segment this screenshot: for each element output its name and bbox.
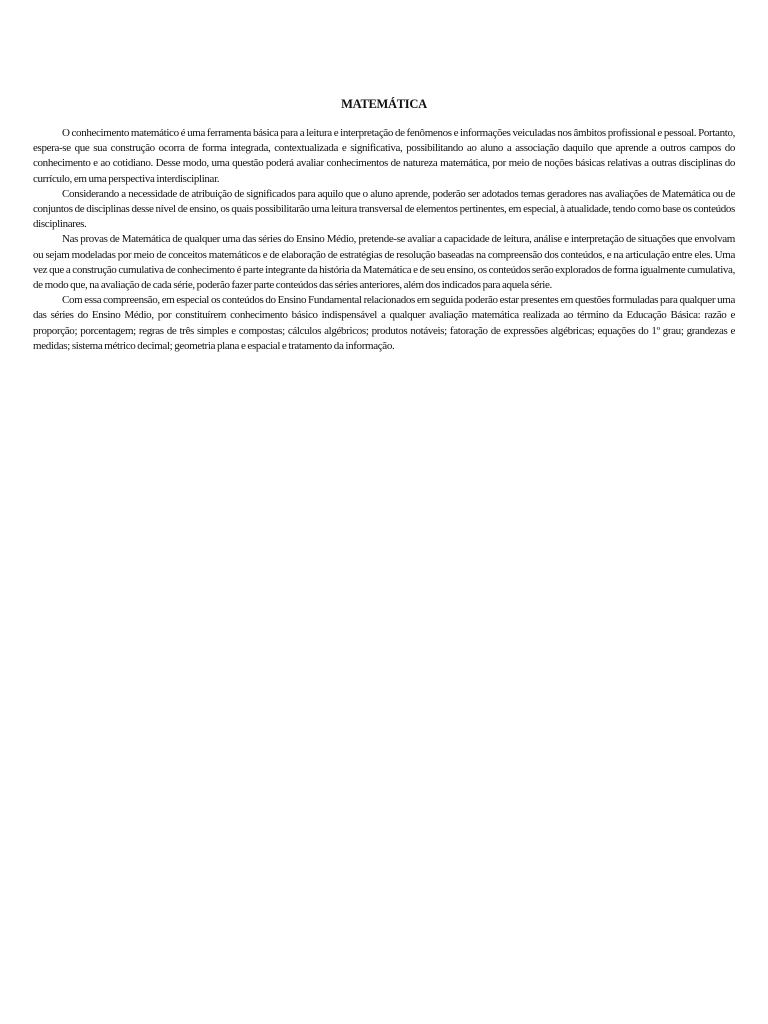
paragraph-intro: O conhecimento matemático é uma ferramenta básica para a leitura e interpretação de fenômenos e informações veiculadas nos âmbitos profissional e pessoal. Portanto, espera-se que sua construção ocorra de forma integrada, contextualizada e significativa, possibilitando ao aluno a associação daquilo que aprende a outros campos do conhecimento e ao cotidiano. Desse modo, uma questão poderá avaliar conhecimentos de natureza matemática, por meio de noções básicas relativas a outras disciplinas do currículo, em uma perspectiva interdisciplinar. — [33, 127, 735, 185]
document-body — [33, 96, 735, 354]
paragraph-contents: Com essa compreensão, em especial os conteúdos do Ensino Fundamental relacionados em seguida poderão estar presentes em questões formuladas para qualquer uma das séries do Ensino Médio, por constituírem conhecimento básico indispensável a qualquer avaliação matemática realizada ao término da Educação Básica: razão e proporção; porcentagem; regras de três simples e compostas; cálculos algébricos; produtos notáveis; fatoração de expressões algébricas; equações do 1º grau; grandezas e medidas; sistema métrico decimal; geometria plana e espacial e tratamento da informação. — [33, 294, 735, 352]
paragraph-themes: Considerando a necessidade de atribuição de significados para aquilo que o aluno aprende, poderão ser adotados temas geradores nas avaliações de Matemática ou de conjuntos de disciplinas desse nível de ensino, os quais possibilitarão uma leitura transversal de elementos pertinentes, em especial, à atualidade, tendo como base os conteúdos disciplinares. — [33, 187, 735, 231]
page-title: MATEMÁTICA — [341, 97, 427, 111]
paragraph-assessment: Nas provas de Matemática de qualquer uma das séries do Ensino Médio, pretende-se avaliar a capacidade de leitura, análise e interpretação de situações que envolvam ou sejam modeladas por meio de conceitos matemáticos e de elaboração de estratégias de resolução baseadas na compreensão dos conteúdos, e na articulação entre eles. Uma vez que a construção cumulativa de conhecimento é parte integrante da história da Matemática e de seu ensino, os conteúdos serão explorados de forma igualmente cumulativa, de modo que, na avaliação de cada série, poderão fazer parte conteúdos das séries anteriores, além dos indicados para aquela série. — [33, 233, 735, 292]
